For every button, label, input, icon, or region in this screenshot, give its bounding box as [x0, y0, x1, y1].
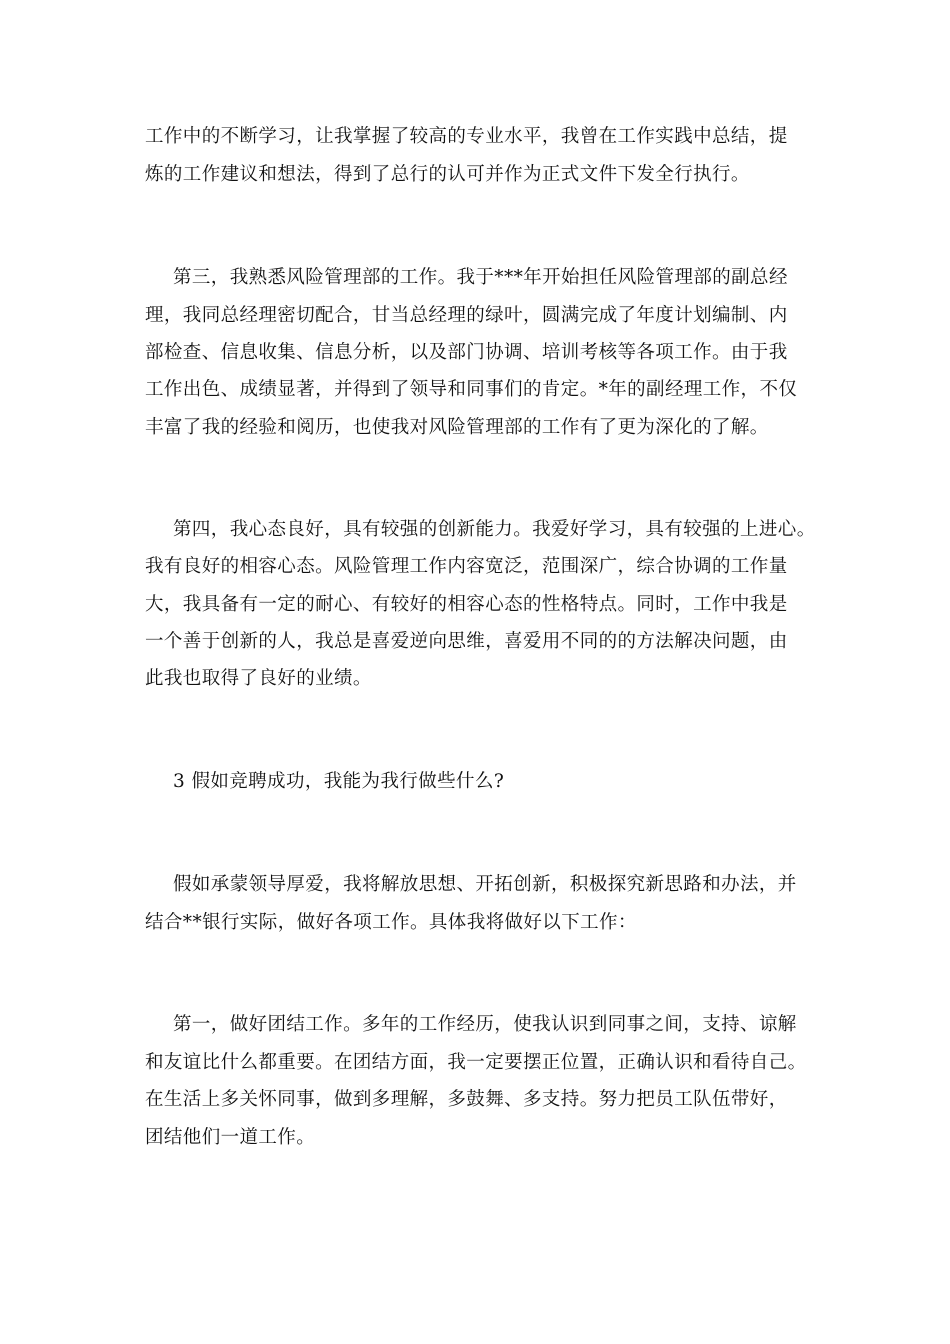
text-line: 结合**银行实际，做好各项工作。具体我将做好以下工作：	[145, 912, 637, 933]
text-line: 此我也取得了良好的业绩。	[145, 668, 372, 689]
text-line: 和友谊比什么都重要。在团结方面，我一定要摆正位置，正确认识和看待自己。	[145, 1052, 807, 1073]
text-line: 第三，我熟悉风险管理部的工作。我于***年开始担任风险管理部的副总经	[173, 267, 788, 288]
text-line: 工作中的不断学习，让我掌握了较高的专业水平，我曾在工作实践中总结，提	[145, 126, 788, 147]
text-line: 第一，做好团结工作。多年的工作经历，使我认识到同事之间，支持、谅解	[173, 1014, 797, 1035]
text-line: 一个善于创新的人，我总是喜爱逆向思维，喜爱用不同的的方法解决问题，由	[145, 631, 788, 652]
text-line: 工作出色、成绩显著，并得到了领导和同事们的肯定。*年的副经理工作，不仅	[145, 379, 798, 400]
text-line: 我有良好的相容心态。风险管理工作内容宽泛，范围深广，综合协调的工作量	[145, 556, 788, 577]
text-line: 部检查、信息收集、信息分析，以及部门协调、培训考核等各项工作。由于我	[145, 342, 788, 363]
text-line: 在生活上多关怀同事，做到多理解，多鼓舞、多支持。努力把员工队伍带好，	[145, 1089, 788, 1110]
text-line: 第四，我心态良好，具有较强的创新能力。我爱好学习，具有较强的上进心。	[173, 519, 816, 540]
text-line: 假如承蒙领导厚爱，我将解放思想、开拓创新，积极探究新思路和办法，并	[173, 874, 797, 895]
text-line: 丰富了我的经验和阅历，也使我对风险管理部的工作有了更为深化的了解。	[145, 417, 769, 438]
text-line: 炼的工作建议和想法，得到了总行的认可并作为正式文件下发全行执行。	[145, 164, 750, 185]
text-line: 团结他们一道工作。	[145, 1127, 316, 1148]
text-line: 理，我同总经理密切配合，甘当总经理的绿叶，圆满完成了年度计划编制、内	[145, 305, 788, 326]
text-line: 3 假如竞聘成功，我能为我行做些什么?	[173, 771, 505, 792]
text-line: 大，我具备有一定的耐心、有较好的相容心态的性格特点。同时，工作中我是	[145, 594, 788, 615]
